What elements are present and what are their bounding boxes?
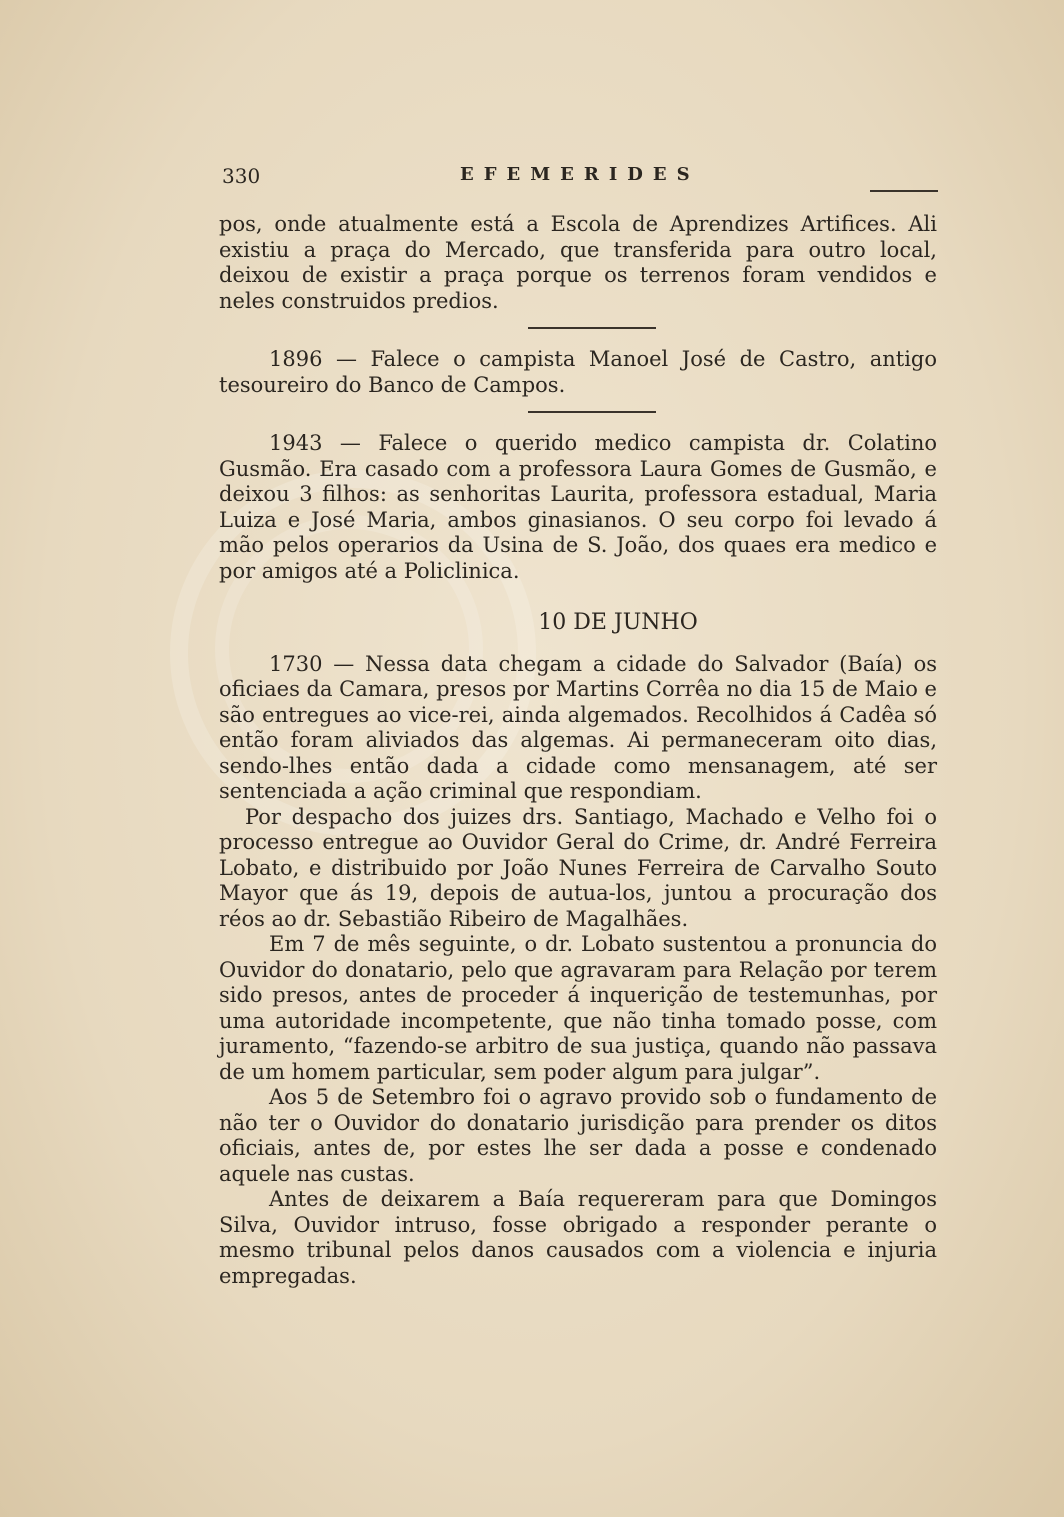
paragraph-agravo: Aos 5 de Setembro foi o agravo provido sob o fundamento de não ter o Ouvidor do donatario jurisdição para prender os ditos oficiais, antes de, por estes lhe ser dada a posse e condenado aquele nas custas.	[219, 1085, 937, 1186]
entry-1943: 1943 — Falece o querido medico campista dr. Colatino Gusmão. Era casado com a professora Laura Gomes de Gusmão, e deixou 3 filhos: as senhoritas Laurita, professora estadual, Maria Luiza e José Maria, ambos ginasianos. O seu corpo foi levado á mão pelos operarios da Usina de S. João, dos quaes era medico e por amigos até a Policlinica.	[219, 431, 937, 583]
date-heading: 10 DE JUNHO	[538, 610, 698, 635]
page-body	[219, 212, 937, 1289]
page-header	[222, 164, 938, 194]
paragraph-despacho: Por despacho dos juizes drs. Santiago, Machado e Velho foi o processo entregue ao Ouvidor Geral do Crime, dr. André Ferreira Lobato, e distribuido por João Nunes Ferreira de Carvalho Souto Mayor que ás 19, depois de autua-los, juntou a procuração dos réos ao dr. Sebastião Ribeiro de Magalhães.	[219, 804, 937, 931]
separator-rule	[528, 411, 656, 413]
page-number: 330	[222, 164, 261, 188]
entry-1730: 1730 — Nessa data chegam a cidade do Salvador (Baía) os oficiaes da Camara, presos por Martins Corrêa no dia 15 de Maio e são entregues ao vice-rei, ainda algemados. Recolhidos á Cadêa só então foram aliviados das algemas. Ai permaneceram oito dias, sendo-lhes então dada a cidade como mensanagem, até ser sentenciada a ação criminal que respondiam.	[219, 651, 937, 803]
paragraph-continuation: pos, onde atualmente está a Escola de Aprendizes Artifices. Ali existiu a praça do Mercado, que transferida para outro local, deixou de existir a praça porque os terrenos foram vendidos e neles construidos predios.	[219, 212, 937, 313]
entry-1896: 1896 — Falece o campista Manoel José de Castro, antigo tesoureiro do Banco de Campos.	[219, 347, 937, 397]
paragraph-pronuncia: Em 7 de mês seguinte, o dr. Lobato sustentou a pronuncia do Ouvidor do donatario, pelo que agravaram para Relação por terem sido presos, antes de proceder á inquerição de testemunhas, por uma autoridade incompetente, que não tinha tomado posse, com juramento, “fazendo-se arbitro de sua justiça, quando não passava de um homem particular, sem poder algum para julgar”.	[219, 932, 937, 1084]
running-title: EFEMERIDES	[460, 164, 700, 185]
paragraph-domingos-silva: Antes de deixarem a Baía requereram para que Domingos Silva, Ouvidor intruso, fosse obrigado a responder perante o mesmo tribunal pelos danos causados com a violencia e injuria empregadas.	[219, 1187, 937, 1288]
header-rule	[870, 190, 938, 192]
separator-rule	[528, 327, 656, 329]
